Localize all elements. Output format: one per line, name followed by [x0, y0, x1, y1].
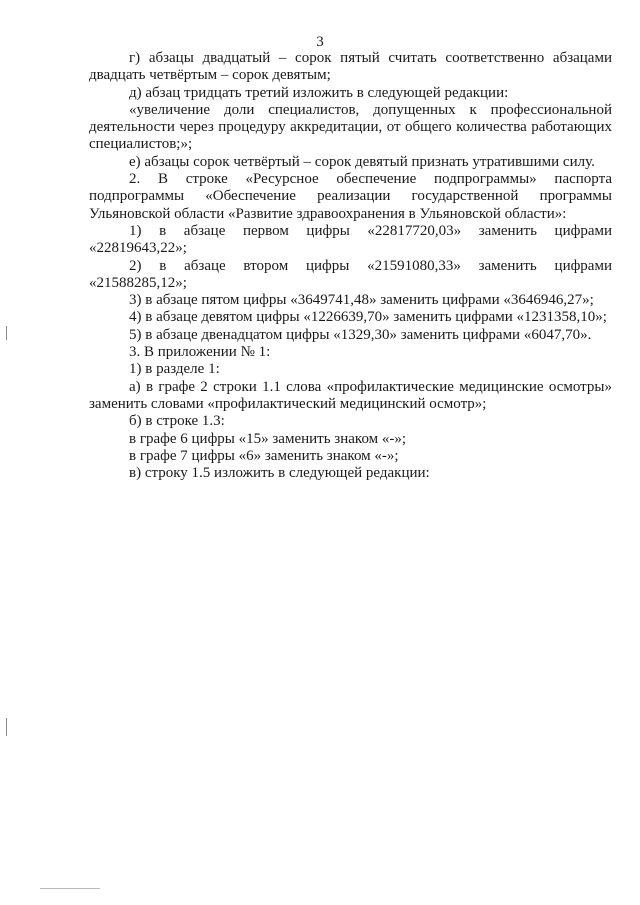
paragraph-15: в графе 6 цифры «15» заменить знаком «-»;	[129, 430, 407, 447]
paragraph-17: в) строку 1.5 изложить в следующей редакции:	[129, 465, 430, 482]
paragraph-4: е) абзацы сорок четвёртый – сорок девятый признать утратившими силу.	[129, 153, 595, 170]
paragraph-11: 3. В приложении № 1:	[129, 344, 271, 361]
paragraph-3: «увеличение доли специалистов, допущенных к профессиональной деятельности через процедуру аккредитации, от общего количества работающих специалистов;»;	[89, 101, 612, 153]
paragraph-5: 2. В строке «Ресурсное обеспечение подпрограммы» паспорта подпрограммы «Обеспечение реализации государственной программы Ульяновской области «Развитие здравоохранения в Ульяновской области»:	[89, 171, 612, 222]
scan-mark	[6, 718, 7, 736]
scan-mark	[6, 326, 7, 340]
paragraph-9: 4) в абзаце девятом цифры «1226639,70» заменить цифрами «1231358,10»;	[129, 309, 607, 326]
paragraph-6: 1) в абзаце первом цифры «22817720,03» заменить цифрами «22819643,22»;	[89, 222, 612, 257]
page-number: 3	[316, 34, 324, 50]
paragraph-8: 3) в абзаце пятом цифры «3649741,48» заменить цифрами «3646946,27»;	[129, 292, 594, 309]
paragraph-14: б) в строке 1.3:	[129, 413, 225, 430]
scan-mark	[40, 888, 100, 889]
paragraph-2: д) абзац тридцать третий изложить в следующей редакции:	[129, 84, 509, 101]
paragraph-12: 1) в разделе 1:	[129, 361, 220, 378]
paragraph-13: а) в графе 2 строки 1.1 слова «профилактические медицинские осмотры» заменить словами «профилактический медицинский осмотр»;	[89, 378, 612, 412]
paragraph-10: 5) в абзаце двенадцатом цифры «1329,30» заменить цифрами «6047,70».	[129, 326, 592, 343]
document-body	[89, 50, 612, 482]
paragraph-16: в графе 7 цифры «6» заменить знаком «-»;	[129, 447, 399, 464]
paragraph-1: г) абзацы двадцатый – сорок пятый считать соответственно абзацами двадцать четвёртым – сорок девятым;	[89, 50, 612, 84]
paragraph-7: 2) в абзаце втором цифры «21591080,33» заменить цифрами «21588285,12»;	[89, 257, 612, 291]
